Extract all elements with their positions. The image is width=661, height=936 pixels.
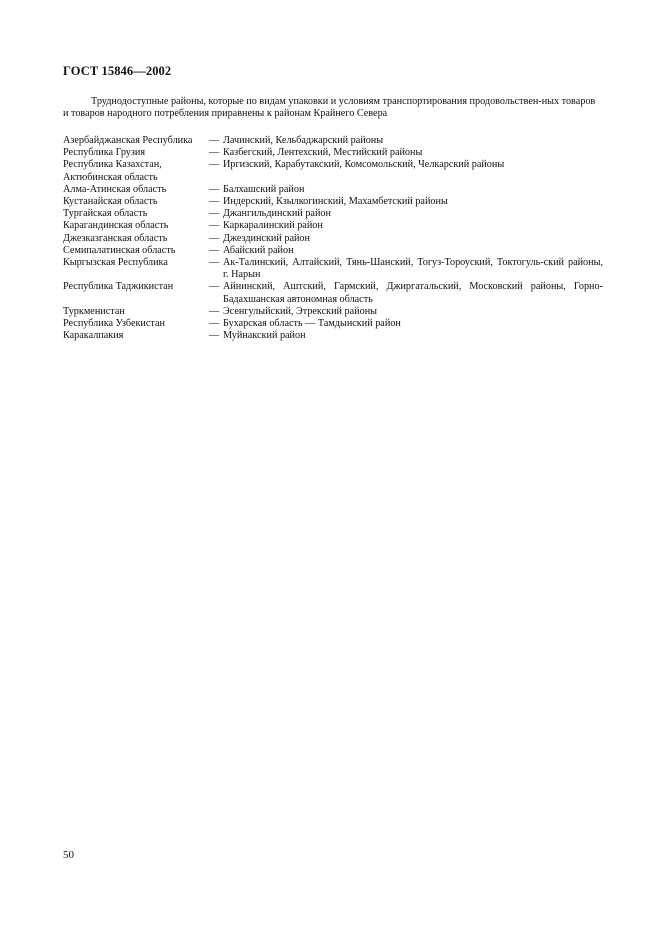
district-list: Каркаралинский район — [223, 220, 323, 232]
district-list: Джангильдинский район — [223, 208, 331, 220]
district-list: Эсенгулыйский, Этрекский районы — [223, 305, 378, 317]
region-name: Семипалатинская область — [63, 244, 176, 256]
district-list: Джездинский район — [223, 232, 310, 244]
region-name: Кустанайская область — [63, 196, 158, 208]
region-name: Каракалпакия — [63, 330, 124, 342]
dash-separator: — — [209, 281, 220, 293]
table-row — [63, 257, 603, 281]
dash-separator: — — [209, 183, 220, 195]
dash-separator: — — [209, 244, 220, 256]
region-name: Республика Казахстан, — [63, 159, 162, 171]
district-list: Балхашский район — [223, 183, 305, 195]
dash-separator: — — [209, 318, 220, 330]
intro-text: Труднодоступные районы, которые по видам упаковки и условиям транспортирования продовольствен-ных товаров и товаров народного потребления приравнены к районам Крайнего Севера — [63, 96, 596, 120]
dash-separator: — — [209, 147, 220, 159]
document-header: ГОСТ 15846—2002 — [63, 64, 172, 78]
intro-paragraph — [63, 96, 601, 121]
district-list: Муйнакский район — [223, 330, 306, 342]
dash-separator: — — [209, 232, 220, 244]
dash-separator: — — [209, 159, 220, 171]
district-list — [223, 172, 603, 184]
region-name: Джезказганская область — [63, 232, 168, 244]
dash-separator — [209, 172, 223, 184]
table-row — [63, 172, 603, 184]
table-row — [63, 245, 603, 257]
district-list: Ак-Талинский, Алтайский, Тянь-Шанский, Тогуз-Тороуский, Токтогуль-ский районы, г. Нарын — [223, 257, 603, 281]
district-list: Абайский район — [223, 244, 294, 256]
dash-separator: — — [209, 196, 220, 208]
regions-table — [63, 135, 603, 342]
dash-separator: — — [209, 220, 220, 232]
region-name: Алма-Атинская область — [63, 183, 167, 195]
district-list: Иргизский, Карабутакский, Комсомольский, Челкарский районы — [223, 159, 505, 171]
region-name: Карагандинская область — [63, 220, 169, 232]
region-name: Республика Таджикистан — [63, 281, 174, 293]
dash-separator: — — [209, 135, 220, 146]
table-row — [63, 184, 603, 196]
region-name: Республика Узбекистан — [63, 318, 165, 330]
region-name: Актюбинская область — [63, 171, 158, 183]
district-list: Индерский, Кзылкогинский, Махамбетский районы — [223, 196, 448, 208]
table-row — [63, 196, 603, 208]
region-name: Туркменистан — [63, 305, 125, 317]
page-number: 50 — [63, 849, 74, 861]
table-row — [63, 318, 603, 330]
district-list: Лачинский, Кельбаджарский районы — [223, 135, 384, 146]
dash-separator: — — [209, 330, 220, 342]
table-row — [63, 135, 603, 147]
table-row — [63, 147, 603, 159]
district-list: Бухарская область — Тамдынский район — [223, 318, 401, 330]
table-row — [63, 208, 603, 220]
dash-separator: — — [209, 257, 220, 269]
table-row — [63, 220, 603, 232]
region-name: Республика Грузия — [63, 147, 146, 159]
table-row — [63, 330, 603, 342]
table-row — [63, 306, 603, 318]
district-list: Казбегский, Лентехский, Местийский районы — [223, 147, 423, 159]
dash-separator: — — [209, 208, 220, 220]
dash-separator: — — [209, 305, 220, 317]
table-row — [63, 281, 603, 305]
region-name: Кыргызская Республика — [63, 257, 168, 269]
table-row — [63, 159, 603, 171]
region-name: Тургайская область — [63, 208, 148, 220]
district-list: Айнинский, Аштский, Гармский, Джиргатальский, Московский районы, Горно-Бадахшанская автономная область — [223, 281, 603, 305]
region-name: Азербайджанская Республика — [63, 135, 193, 146]
table-row — [63, 233, 603, 245]
